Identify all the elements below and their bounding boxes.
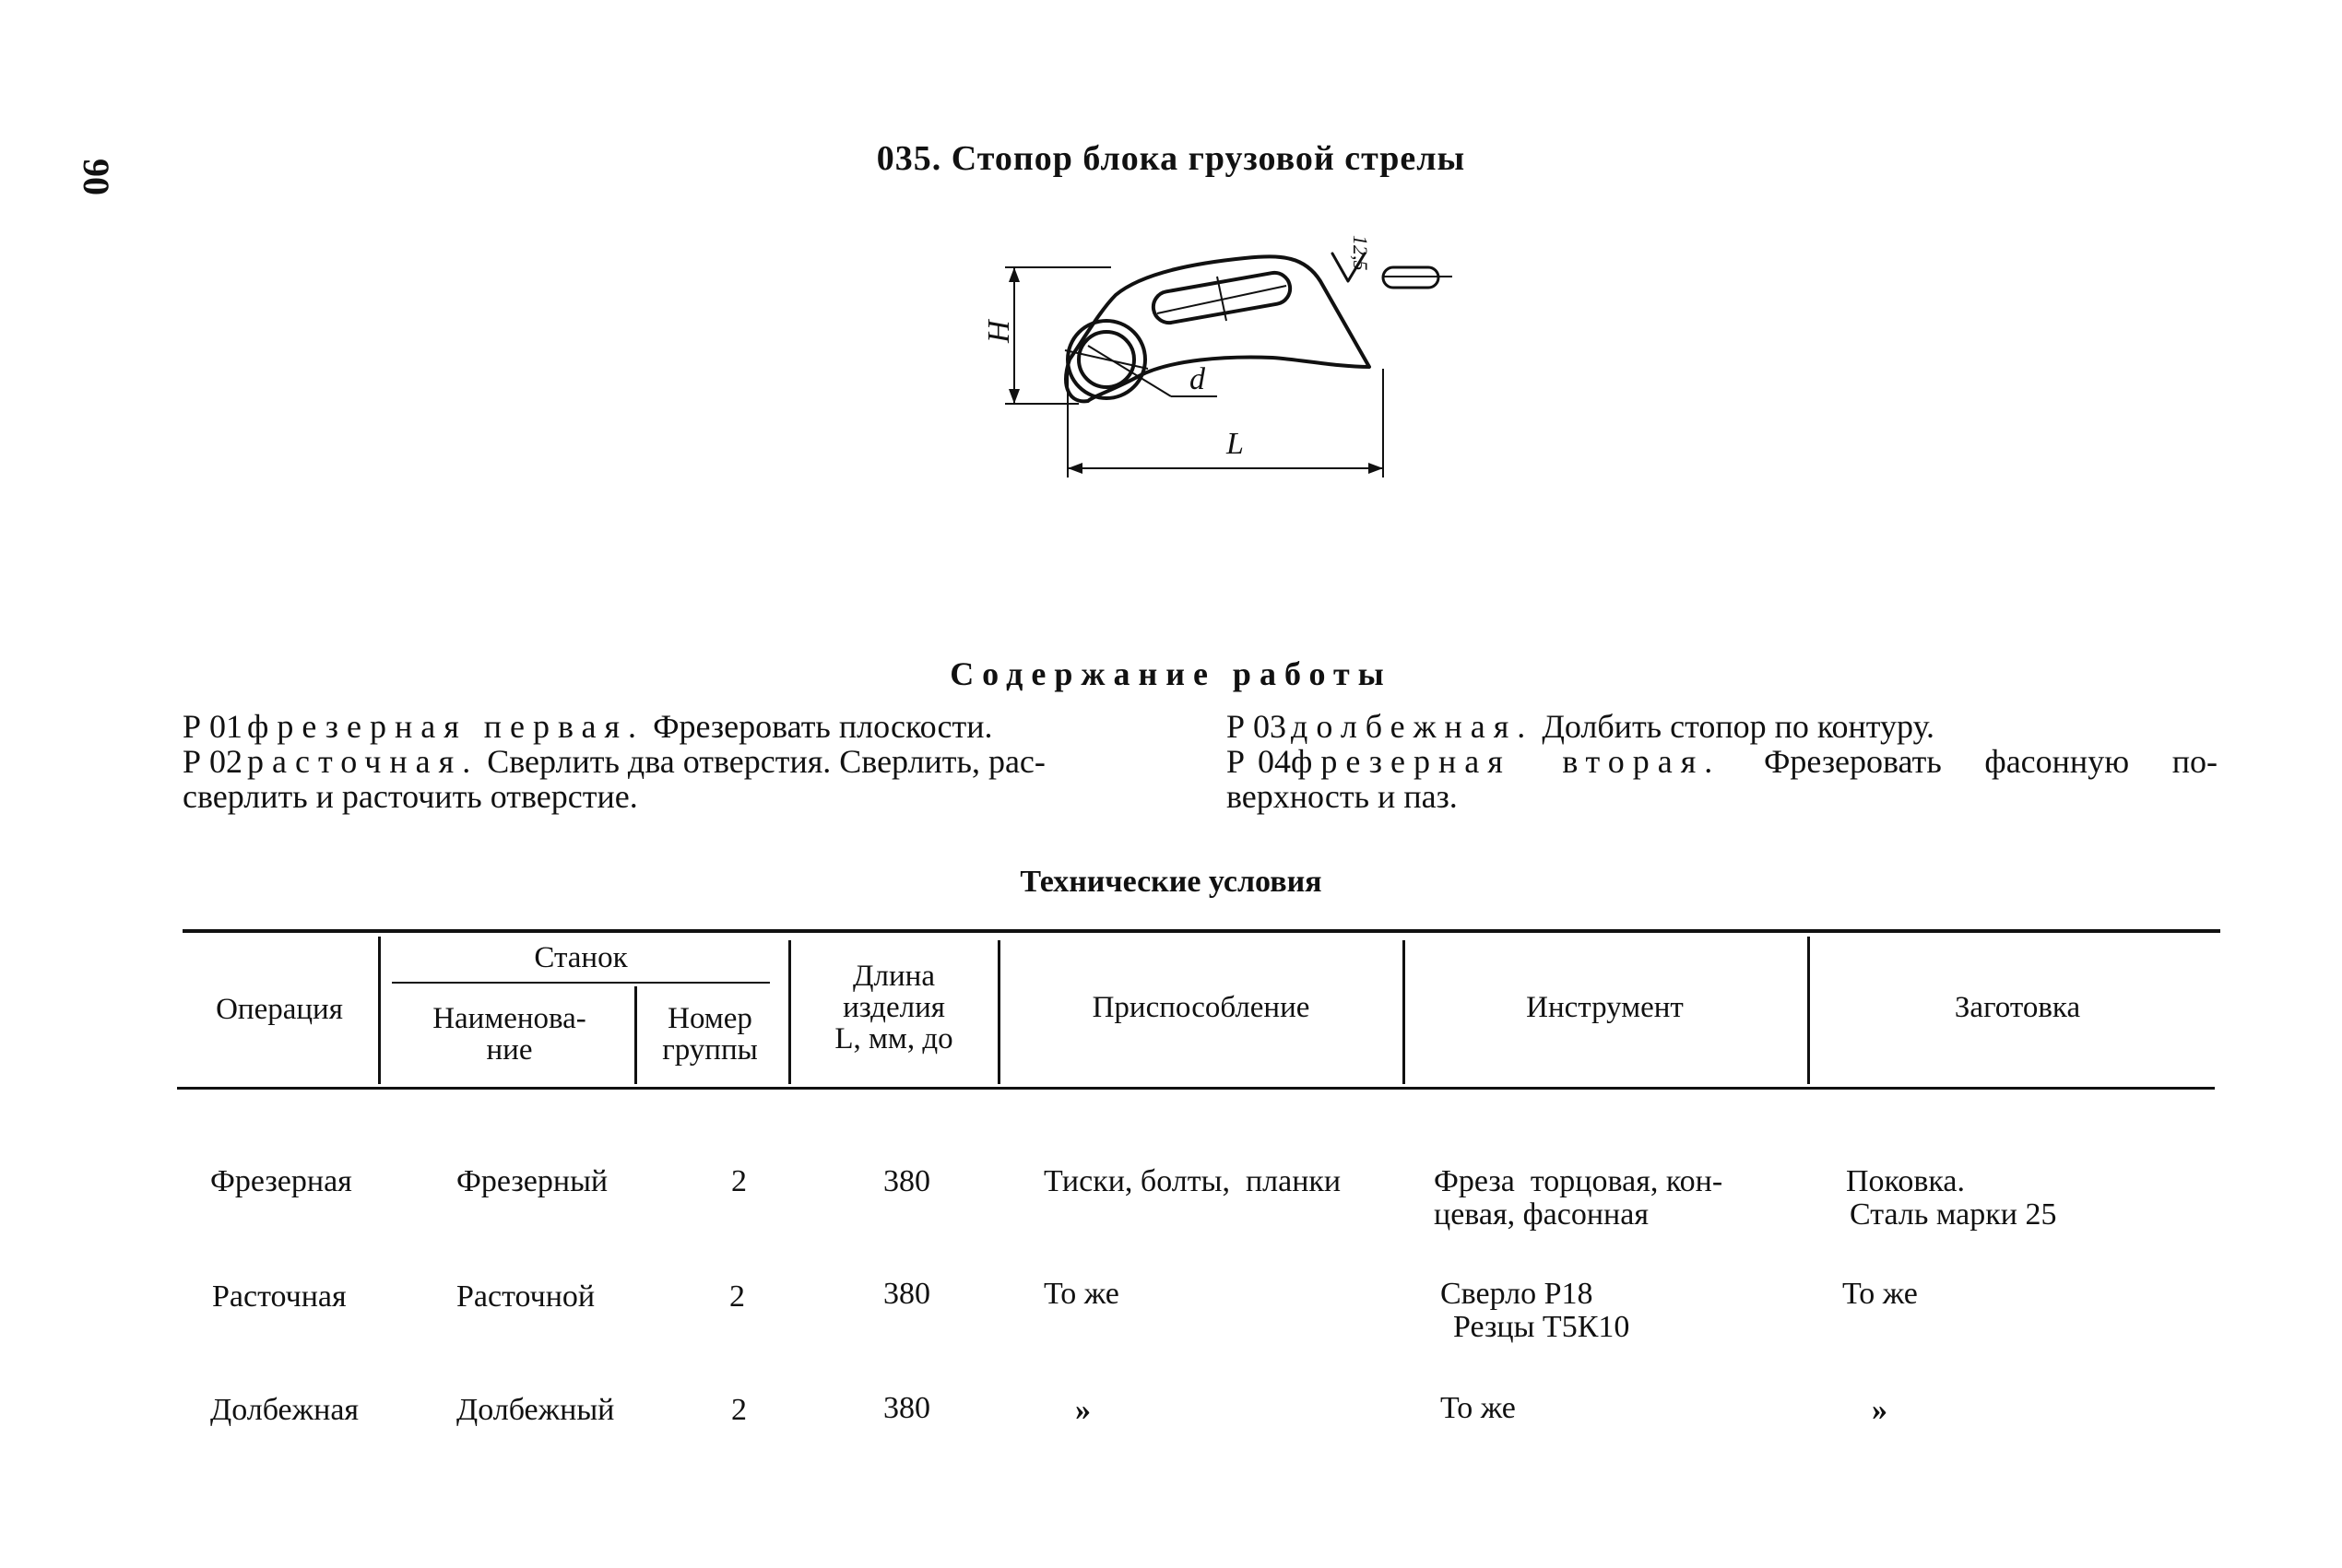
machine-subrule xyxy=(392,982,770,984)
col-divider-6 xyxy=(1807,937,1810,1084)
col-divider-2 xyxy=(634,986,637,1084)
r2-machine: Расточной xyxy=(456,1279,596,1314)
col-divider-3 xyxy=(788,940,791,1084)
op-p04-cont: верхность и паз. xyxy=(1226,778,1458,815)
col-divider-1 xyxy=(378,937,381,1084)
hdr-length: Длина изделия L, мм, до xyxy=(834,960,953,1055)
label-l: L xyxy=(1226,427,1244,461)
r1-machine: Фрезерный xyxy=(456,1164,609,1198)
r3-length: 380 xyxy=(883,1391,930,1425)
r1-length: 380 xyxy=(883,1164,930,1198)
op-p02-cont: сверлить и расточить отверстие. xyxy=(183,778,638,815)
table-top-rule xyxy=(183,929,2220,933)
r2-group: 2 xyxy=(729,1279,745,1314)
r3-fixture: » xyxy=(1075,1393,1091,1427)
r1-fixture: Тиски, болты, планки xyxy=(1044,1164,1342,1198)
r3-tool: То же xyxy=(1440,1391,1516,1425)
table-header-rule xyxy=(177,1087,2215,1090)
r3-blank: » xyxy=(1872,1393,1887,1427)
hdr-machine: Станок xyxy=(534,941,628,974)
hdr-group: Номер группы xyxy=(662,1002,758,1067)
part-drawing xyxy=(977,230,1475,489)
op-p04: Р 04фрезерная вторая. Фрезеровать фасонную по- xyxy=(1226,743,2218,780)
r2-operation: Расточная xyxy=(212,1279,347,1314)
r2-blank: То же xyxy=(1842,1277,1918,1311)
col-divider-5 xyxy=(1402,940,1405,1084)
hdr-blank: Заготовка xyxy=(1954,991,2081,1024)
label-h: H xyxy=(982,320,1016,343)
hdr-fixture: Приспособление xyxy=(1092,991,1310,1024)
r3-operation: Долбежная xyxy=(210,1393,360,1427)
work-ops-right xyxy=(1226,710,2218,815)
hdr-operation: Операция xyxy=(216,993,343,1026)
tech-heading: Технические условия xyxy=(1020,865,1322,899)
page-number: 90 xyxy=(76,159,117,195)
r3-machine: Долбежный xyxy=(456,1393,615,1427)
r1-tool: Фреза торцовая, кон- цевая, фасонная xyxy=(1434,1164,1723,1232)
page-title: 035. Стопор блока грузовой стрелы xyxy=(876,139,1466,178)
op-p01: Р 01 фрезерная первая. Фрезеровать плоскости. xyxy=(183,708,993,745)
r1-blank: Поковка. Сталь марки 25 xyxy=(1846,1164,2057,1232)
r2-tool: Сверло Р18 Резцы Т5К10 xyxy=(1440,1277,1630,1344)
work-heading: Содержание работы xyxy=(950,655,1392,692)
r2-length: 380 xyxy=(883,1277,930,1311)
op-p03: Р 03 долбежная. Долбить стопор по контуру. xyxy=(1226,708,1934,745)
op-p02: Р 02 расточная. Сверлить два отверстия. Сверлить, рас- xyxy=(183,743,1046,780)
roughness-value: 12,5 xyxy=(1349,235,1372,271)
hdr-machine-name: Наименова- ние xyxy=(432,1002,586,1067)
r1-operation: Фрезерная xyxy=(210,1164,352,1198)
label-d: d xyxy=(1189,362,1205,396)
r2-fixture: То же xyxy=(1044,1277,1119,1311)
r3-group: 2 xyxy=(731,1393,747,1427)
work-ops-left xyxy=(183,710,1188,815)
col-divider-4 xyxy=(998,940,1000,1084)
hdr-tool: Инструмент xyxy=(1526,991,1684,1024)
r1-group: 2 xyxy=(731,1164,747,1198)
